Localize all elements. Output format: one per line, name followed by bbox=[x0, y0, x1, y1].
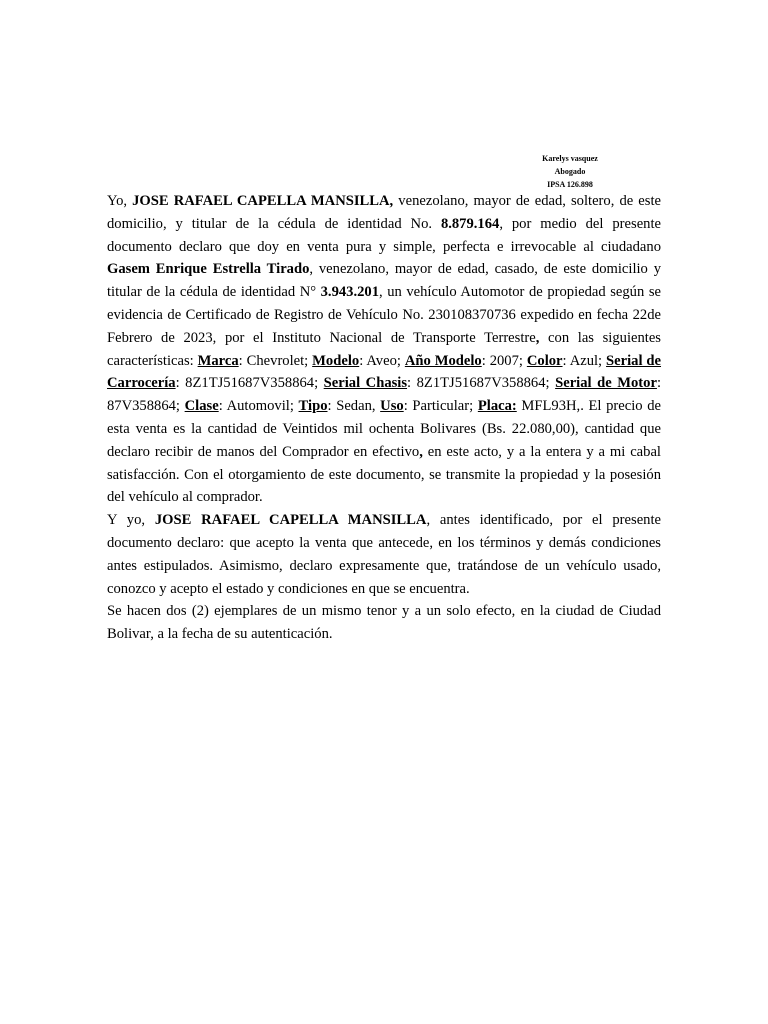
field-value-tipo: : Sedan, bbox=[327, 398, 381, 415]
text-run: Yo, bbox=[107, 193, 133, 209]
buyer-name: Gasem Enrique Estrella Tirado bbox=[107, 261, 310, 278]
text-run-bold-comma: , bbox=[419, 443, 423, 460]
field-label-anio-modelo: Año Modelo bbox=[404, 352, 482, 369]
field-label-serial-carroceria: Serial de Carrocería bbox=[107, 352, 662, 392]
lawyer-name: Karelys vasquez bbox=[542, 154, 598, 163]
text-run: , por medio del presente documento declaro que doy en venta pura y simple, perfecta e irrevocable al ciudadano bbox=[107, 215, 662, 255]
buyer-id-number: 3.943.201 bbox=[320, 284, 379, 301]
field-label-modelo: Modelo bbox=[312, 352, 360, 369]
text-run: con las siguientes características: bbox=[107, 329, 661, 369]
lawyer-header bbox=[520, 152, 620, 191]
field-value-serial-chasis: : 8Z1TJ51687V358864; bbox=[407, 375, 556, 392]
field-value-modelo: : Aveo; bbox=[359, 352, 405, 369]
seller-id-number: 8.879.164 bbox=[440, 215, 500, 232]
field-label-marca: Marca bbox=[197, 352, 239, 369]
field-value-placa-and-price: MFL93H,. El precio de esta venta es la cantidad de Veintidos mil ochenta Bolivares (Bs. 22.080,00), cantidad que declaro recibir de manos del Comprador en efectivo bbox=[107, 398, 661, 460]
text-run-bold-comma: , bbox=[535, 329, 540, 346]
text-run: en este acto, y a la entera y a mi cabal satisfacción. Con el otorgamiento de este documento, se transmite la propiedad y la posesión del vehículo al comprador. bbox=[107, 443, 661, 506]
field-label-placa: Placa: bbox=[477, 398, 517, 415]
field-label-serial-chasis: Serial Chasis bbox=[323, 375, 408, 392]
document-body bbox=[107, 190, 661, 646]
text-run: , antes identificado, por el presente documento declaro: que acepto la venta que antecede, en los términos y demás condiciones antes estipulados. Asimismo, declaro expresamente que, tratándose de un vehículo usado, conozco y acepto el estado y condiciones en que se encuentra. bbox=[107, 512, 662, 597]
field-value-marca: : Chevrolet; bbox=[238, 352, 313, 369]
seller-name: JOSE RAFAEL CAPELLA MANSILLA, bbox=[132, 193, 394, 209]
text-run: venezolano, mayor de edad, soltero, de este domicilio, y titular de la cédula de identidad No. bbox=[107, 193, 661, 232]
paragraph-closing bbox=[107, 600, 661, 646]
text-run: , un vehículo Automotor de propiedad según se evidencia de Certificado de Registro de Vehículo No. 230108370736 expedido en fecha 22de Febrero de 2023, por el Instituto Nacional de Transporte Terrestre bbox=[107, 284, 661, 346]
field-label-color: Color bbox=[526, 352, 563, 369]
text-run: , venezolano, mayor de edad, casado, de este domicilio y titular de la cédula de identidad N° bbox=[107, 261, 661, 301]
field-label-tipo: Tipo bbox=[298, 398, 328, 415]
field-value-uso: : Particular; bbox=[403, 398, 478, 415]
field-value-clase: : Automovil; bbox=[218, 398, 299, 415]
text-run: Se hacen dos (2) ejemplares de un mismo tenor y a un solo efecto, en la ciudad de Ciudad Bolivar, a la fecha de su autenticación. bbox=[107, 603, 661, 643]
field-value-color: : Azul; bbox=[562, 352, 607, 369]
paragraph-acceptance bbox=[107, 509, 661, 600]
field-label-uso: Uso bbox=[380, 398, 404, 415]
field-label-serial-motor: Serial de Motor bbox=[555, 375, 657, 392]
field-value-serial-carroceria: : 8Z1TJ51687V358864; bbox=[175, 375, 324, 392]
field-value-serial-motor: : 87V358864; bbox=[107, 375, 661, 415]
lawyer-title: Abogado bbox=[554, 167, 586, 176]
text-run: Y yo, bbox=[107, 512, 155, 529]
seller-name: JOSE RAFAEL CAPELLA MANSILLA bbox=[154, 512, 427, 529]
field-value-anio-modelo: : 2007; bbox=[481, 352, 527, 369]
field-label-clase: Clase bbox=[184, 398, 219, 415]
paragraph-sale-declaration bbox=[107, 190, 661, 509]
lawyer-ipsa: IPSA 126.898 bbox=[547, 180, 593, 189]
